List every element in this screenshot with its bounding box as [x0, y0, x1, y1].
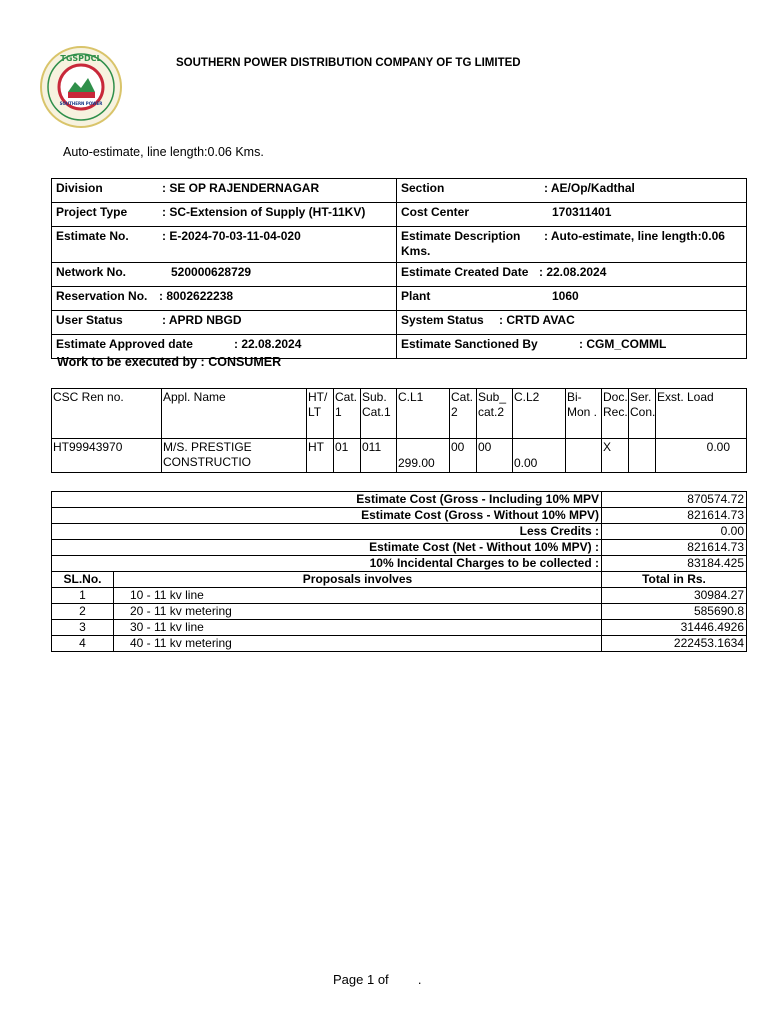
- created-date-value: : 22.08.2024: [539, 265, 607, 279]
- sl-no: 4: [52, 636, 114, 652]
- ser-con-value: [629, 439, 656, 473]
- col-doc-rec: Doc. Rec.: [602, 389, 629, 439]
- estimate-no-label: Estimate No.: [56, 229, 129, 243]
- estimate-no-value: : E-2024-70-03-11-04-020: [162, 229, 301, 243]
- proposal: 30 - 11 kv line: [114, 620, 602, 636]
- info-row: [52, 227, 747, 263]
- cost-row: [52, 540, 747, 556]
- csc-ren-no-value: HT99943970: [52, 439, 162, 473]
- proposal-total: 222453.1634: [602, 636, 747, 652]
- appl-name-value: M/S. PRESTIGE CONSTRUCTIO: [162, 439, 307, 473]
- col-csc-ren-no: CSC Ren no.: [52, 389, 162, 439]
- cl1-value: 299.00: [397, 439, 450, 473]
- cost-center-cell: [397, 203, 747, 227]
- gross-incl-value: 870574.72: [602, 492, 747, 508]
- col-appl-name: Appl. Name: [162, 389, 307, 439]
- estimate-no-cell: [52, 227, 397, 263]
- col-cat2: Cat. 2: [450, 389, 477, 439]
- proposal-total: 585690.8: [602, 604, 747, 620]
- division-value: : SE OP RAJENDERNAGAR: [162, 181, 320, 195]
- sl-no: 3: [52, 620, 114, 636]
- info-row: [52, 263, 747, 287]
- credits-value: 0.00: [602, 524, 747, 540]
- page-footer: [333, 972, 422, 987]
- col-ser-con: Ser. Con.: [629, 389, 656, 439]
- company-name: SOUTHERN POWER DISTRIBUTION COMPANY OF TG LIMITED: [176, 57, 521, 69]
- info-row: [52, 179, 747, 203]
- user-status-cell: [52, 311, 397, 335]
- cost-center-value: 170311401: [552, 205, 612, 219]
- work-executed-by: Work to be executed by : CONSUMER: [57, 355, 282, 369]
- project-type-cell: [52, 203, 397, 227]
- section-label: Section: [401, 181, 445, 195]
- reservation-value: : 8002622238: [159, 289, 234, 303]
- exst-load-value: 0.00: [656, 439, 747, 473]
- proposal-total: 31446.4926: [602, 620, 747, 636]
- col-cat1: Cat. 1: [334, 389, 361, 439]
- system-status-value: : CRTD AVAC: [499, 313, 575, 327]
- approved-date-label: Estimate Approved date: [56, 337, 193, 351]
- table-row: [52, 588, 747, 604]
- cl2-value: 0.00: [513, 439, 566, 473]
- estimate-info-table: [51, 178, 747, 359]
- table-row: [52, 636, 747, 652]
- cost-row: [52, 524, 747, 540]
- plant-label: Plant: [401, 289, 431, 303]
- ht-lt-value: HT: [307, 439, 334, 473]
- cost-table: [51, 491, 747, 652]
- col-sl-no: SL.No.: [52, 572, 114, 588]
- sanctioned-by-label: Estimate Sanctioned By: [401, 337, 538, 351]
- project-type-value: : SC-Extension of Supply (HT-11KV): [162, 205, 366, 219]
- company-logo: [38, 46, 124, 128]
- created-date-label: Estimate Created Date: [401, 265, 529, 279]
- project-type-label: Project Type: [56, 205, 128, 219]
- sl-no: 1: [52, 588, 114, 604]
- table-row: [52, 439, 747, 473]
- section-cell: [397, 179, 747, 203]
- cost-center-label: Cost Center: [401, 205, 470, 219]
- division-cell: [52, 179, 397, 203]
- gross-excl-label: Estimate Cost (Gross - Without 10% MPV): [52, 508, 602, 524]
- col-exst-load: Exst. Load: [656, 389, 747, 439]
- estimate-subtitle: Auto-estimate, line length:0.06 Kms.: [63, 145, 264, 159]
- credits-label: Less Credits :: [52, 524, 602, 540]
- proposal: 10 - 11 kv line: [114, 588, 602, 604]
- applicant-table: [51, 388, 747, 473]
- proposal-total: 30984.27: [602, 588, 747, 604]
- proposals-header-row: [52, 572, 747, 588]
- bi-mon-value: [566, 439, 602, 473]
- col-proposals: Proposals involves: [114, 572, 602, 588]
- info-row: [52, 287, 747, 311]
- system-status-cell: [397, 311, 747, 335]
- col-cl2: C.L2: [513, 389, 566, 439]
- estimate-description-cell: [397, 227, 747, 263]
- col-ht-lt: HT/ LT: [307, 389, 334, 439]
- gross-incl-label: Estimate Cost (Gross - Including 10% MPV: [52, 492, 602, 508]
- network-cell: [52, 263, 397, 287]
- reservation-cell: [52, 287, 397, 311]
- incidental-value: 83184.425: [602, 556, 747, 572]
- cost-row: [52, 556, 747, 572]
- net-label: Estimate Cost (Net - Without 10% MPV) :: [52, 540, 602, 556]
- user-status-value: : APRD NBGD: [162, 313, 242, 327]
- page-number: Page 1 of: [333, 972, 389, 987]
- logo-text: TGSPDCL: [60, 54, 102, 63]
- table-row: [52, 604, 747, 620]
- section-value: : AE/Op/Kadthal: [544, 181, 635, 195]
- cost-row: [52, 508, 747, 524]
- network-label: Network No.: [56, 265, 127, 279]
- incidental-label: 10% Incidental Charges to be collected :: [52, 556, 602, 572]
- col-total: Total in Rs.: [602, 572, 747, 588]
- approved-date-value: : 22.08.2024: [234, 337, 302, 351]
- col-subcat1: Sub. Cat.1: [361, 389, 397, 439]
- subcat2-value: 00: [477, 439, 513, 473]
- division-label: Division: [56, 181, 103, 195]
- created-date-cell: [397, 263, 747, 287]
- logo-inner-text: SOUTHERN POWER: [59, 101, 103, 106]
- col-bi-mon: Bi- Mon .: [566, 389, 602, 439]
- sanctioned-by-cell: [397, 335, 747, 359]
- cost-row: [52, 492, 747, 508]
- page-total: .: [417, 972, 422, 987]
- net-value: 821614.73: [602, 540, 747, 556]
- estimate-description-value-cont: Kms.: [401, 244, 431, 258]
- table-row: [52, 620, 747, 636]
- cat1-value: 01: [334, 439, 361, 473]
- subcat1-value: 011: [361, 439, 397, 473]
- sanctioned-by-value: : CGM_COMML: [579, 337, 667, 351]
- cat2-value: 00: [450, 439, 477, 473]
- network-value: 520000628729: [171, 265, 252, 279]
- gross-excl-value: 821614.73: [602, 508, 747, 524]
- sl-no: 2: [52, 604, 114, 620]
- col-subcat2: Sub_ cat.2: [477, 389, 513, 439]
- user-status-label: User Status: [56, 313, 123, 327]
- proposal: 20 - 11 kv metering: [114, 604, 602, 620]
- estimate-description-label: Estimate Description: [401, 229, 521, 243]
- plant-cell: [397, 287, 747, 311]
- applicant-header-row: [52, 389, 747, 439]
- plant-value: 1060: [552, 289, 579, 303]
- system-status-label: System Status: [401, 313, 484, 327]
- proposal: 40 - 11 kv metering: [114, 636, 602, 652]
- estimate-description-value: : Auto-estimate, line length:0.06: [544, 229, 725, 243]
- doc-rec-value: X: [602, 439, 629, 473]
- reservation-label: Reservation No.: [56, 289, 148, 303]
- col-cl1: C.L1: [397, 389, 450, 439]
- info-row: [52, 311, 747, 335]
- info-row: [52, 203, 747, 227]
